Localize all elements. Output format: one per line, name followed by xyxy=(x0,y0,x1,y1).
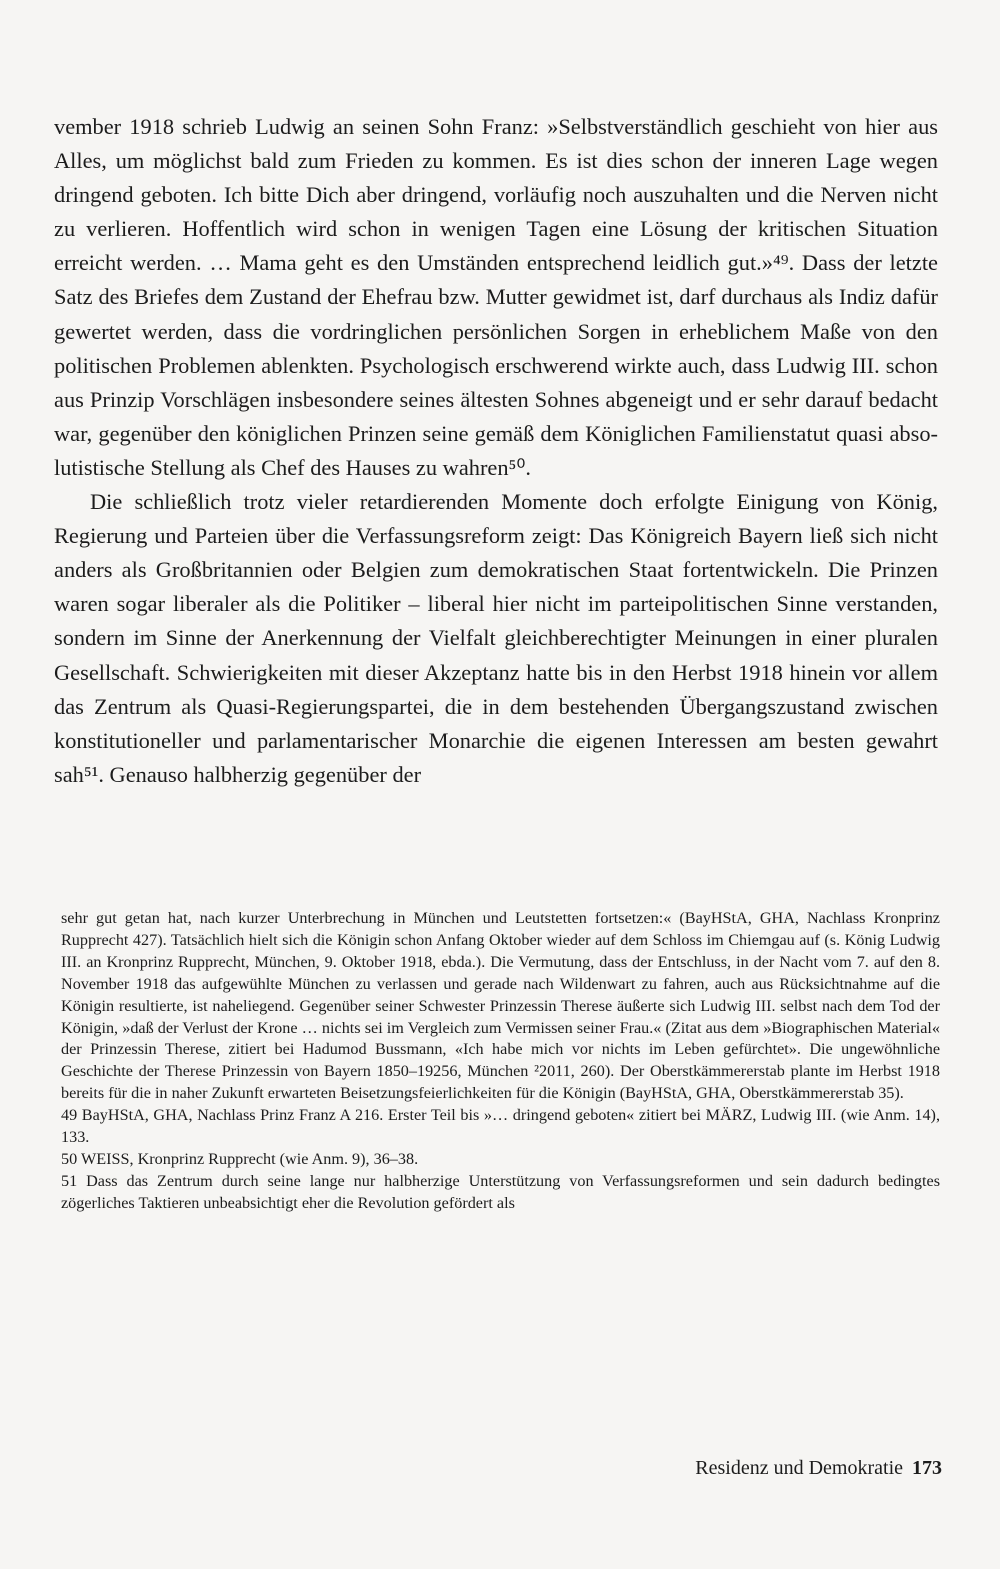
page-footer xyxy=(695,1457,942,1480)
footnote-48-continuation: sehr gut getan hat, nach kurzer Unterbrechung in München und Leutstetten fortsetzen:« (BayHStA, GHA, Nachlass Kronprinz Rupprecht 427). Tatsächlich hielt sich die Königin schon Anfang Oktober wieder auf dem Schloss im Chiemgau auf (s. König Ludwig III. an Kronprinz Rupprecht, München, 9. Oktober 1918, ebda.). Die Vermutung, dass der Entschluss, in der Nacht vom 7. auf den 8. November 1918 das aufgewühlte München zu verlassen und gerade nach Wildenwart zu fahren, auch aus Rücksichtnahme auf die Königin resultierte, ist naheliegend. Gegenüber seiner Schwester Prinzessin Therese äußerte sich Ludwig III. selbst nach dem Tod der Königin, »daß der Verlust der Krone … nichts sei im Vergleich zum Vermissen seiner Frau.« (Zitat aus dem »Biographischen Material« der Prinzessin Therese, zitiert bei Hadumod Bussmann, «Ich habe mich vor nichts im Leben gefürchtet». Die ungewöhnliche Geschichte der Therese Prinzessin von Bayern 1850–19256, München ²2011, 260). Der Oberstkämmererstab plante im Herbst 1918 bereits für die in naher Zukunft erwarteten Beisetzungsfeierlichkeiten für die Königin (BayHStA, GHA, Oberstkämmererstab 35). xyxy=(61,909,940,1103)
page-number: 173 xyxy=(912,1457,942,1479)
footnote-49: 49 BayHStA, GHA, Nachlass Prinz Franz A 216. Erster Teil bis »… dringend geboten« zitiert bei MÄRZ, Ludwig III. (wie Anm. 14), 133. xyxy=(61,1106,940,1147)
body-paragraph-2: Die schließlich trotz vieler retardierenden Momente doch erfolgte Einigung von König, Regierung und Parteien über die Verfassungsreform zeigt: Das Königreich Bayern ließ sich nicht anders als Großbritannien oder Belgien zum demokratischen Staat fortentwickeln. Die Prinzen waren sogar liberaler als die Politiker – liberal hier nicht im parteipolitischen Sinne verstanden, sondern im Sinne der Anerkennung der Vielfalt gleichberechtigter Meinungen in einer pluralen Gesellschaft. Schwierigkeiten mit dieser Akzeptanz hatte bis in den Herbst 1918 hinein vor allem das Zentrum als Quasi-Regierungspartei, die in dem bestehenden Übergangszustand zwischen konstitutioneller und parlamentarischer Monarchie die eigenen Interessen am besten gewahrt sah⁵¹. Genauso halbherzig gegenüber der xyxy=(54,489,938,787)
footnote-50: 50 WEISS, Kronprinz Rupprecht (wie Anm. 9), 36–38. xyxy=(61,1149,419,1168)
footnote-51: 51 Dass das Zentrum durch seine lange nur halbherzige Unterstützung von Verfassungsreformen und sein dadurch bedingtes zögerliches Taktieren unbeabsichtigt eher die Revolution gefördert als xyxy=(61,1171,940,1212)
body-paragraph-1: vember 1918 schrieb Ludwig an seinen Sohn Franz: »Selbstverständlich geschieht von hier aus Alles, um möglichst bald zum Frieden zu kommen. Es ist dies schon der inneren Lage wegen dringend geboten. Ich bitte Dich aber dringend, vorläufig noch auszuhalten und die Nerven nicht zu verlieren. Hoffentlich wird schon in wenigen Tagen eine Lösung der kritischen Situation erreicht werden. … Mama geht es den Umständen entsprechend leidlich gut.»⁴⁹. Dass der letzte Satz des Briefes dem Zustand der Ehefrau bzw. Mutter gewidmet ist, darf durchaus als Indiz dafür gewertet werden, dass die vordringlichen persönlichen Sorgen in erheblichem Maße von den politischen Problemen ablenkten. Psychologisch erschwerend wirkte auch, dass Ludwig III. schon aus Prinzip Vorschlägen insbesondere seines ältesten Sohnes abgeneigt und er sehr darauf bedacht war, gegenüber den königlichen Prinzen seine gemäß dem Königlichen Familienstatut quasi absolutistische Stellung als Chef des Hauses zu wahren⁵⁰. xyxy=(54,114,938,480)
footnotes xyxy=(61,908,940,1215)
running-title: Residenz und Demokratie xyxy=(695,1457,903,1479)
main-text xyxy=(54,110,938,792)
